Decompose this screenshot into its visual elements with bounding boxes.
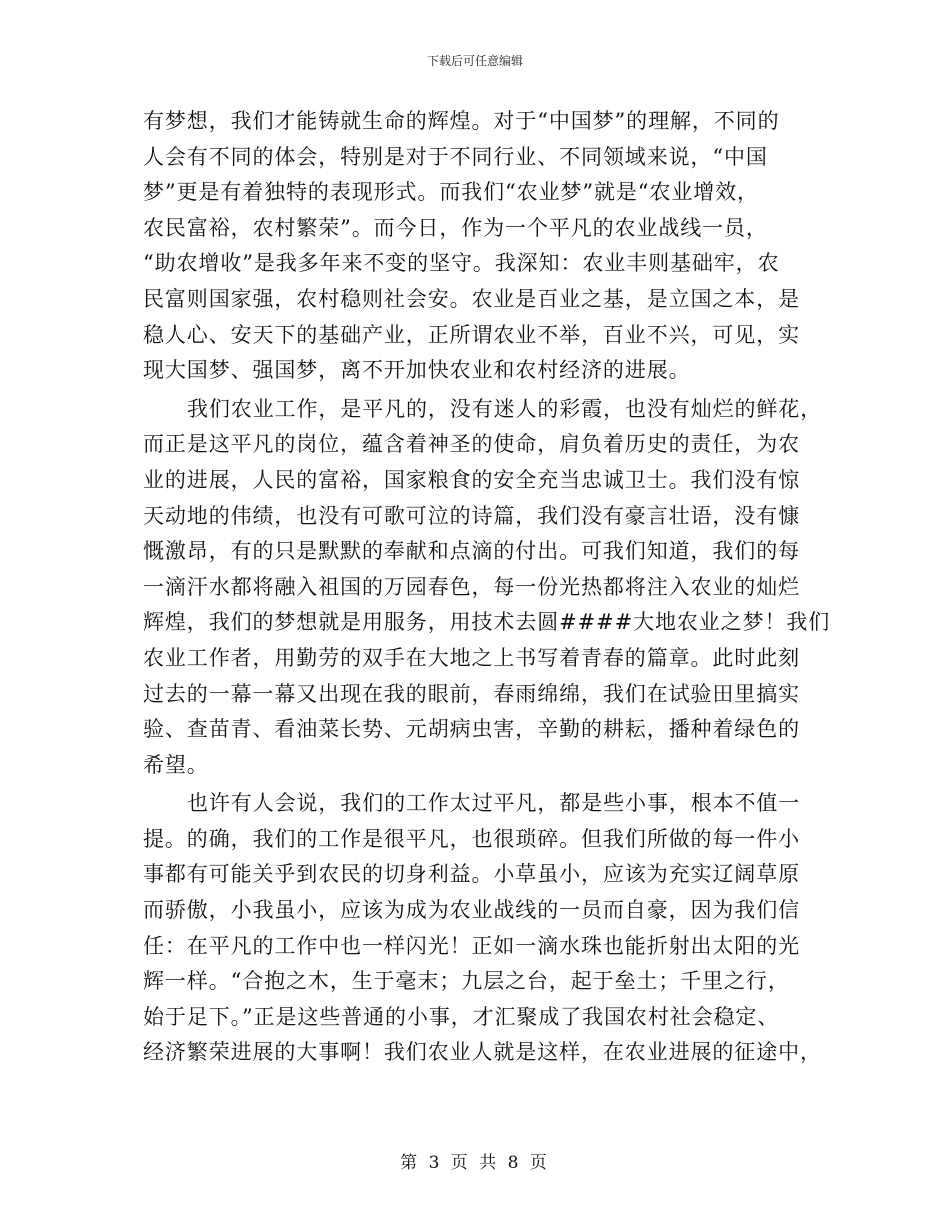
text-line: 始于足下。”正是这些普通的小事，才汇聚成了我国农村社会稳定、 (143, 1004, 780, 1029)
text-line: 稳人心、安天下的基础产业，正所谓农业不举，百业不兴，可见，实 (143, 322, 800, 347)
text-line: 辉一样。“合抱之木，生于毫末；九层之台，起于垒土；千里之行， (143, 969, 790, 994)
text-line: 一滴汗水都将融入祖国的万园春色，每一份光热都将注入农业的灿烂 (143, 574, 800, 599)
page-header: 下载后可任意编辑 (426, 54, 523, 68)
page-footer: 第 3 页 共 8 页 (400, 1153, 550, 1173)
paragraph (143, 104, 803, 389)
text-line: 希望。 (143, 752, 209, 777)
text-line: 事都有可能关乎到农民的切身利益。小草虽小，应该为充实辽阔草原 (143, 862, 800, 887)
text-line: 人会有不同的体会，特别是对于不同行业、不同领域来说，“中国 (143, 144, 768, 169)
text-line: 提。的确，我们的工作是很平凡，也很琐碎。但我们所做的每一件小 (143, 826, 800, 851)
text-line: 而正是这平凡的岗位，蕴含着神圣的使命，肩负着历史的责任，为农 (143, 432, 800, 457)
text-line: 辉煌，我们的梦想就是用服务，用技术去圆####大地农业之梦！我们 (143, 610, 831, 635)
text-line: 慨激昂，有的只是默默的奉献和点滴的付出。可我们知道，我们的每 (143, 539, 800, 564)
document-body (143, 104, 831, 1071)
text-line: 经济繁荣进展的大事啊！我们农业人就是这样，在农业进展的征途中， (143, 1040, 822, 1065)
text-line: 过去的一幕一幕又出现在我的眼前，春雨绵绵，我们在试验田里搞实 (143, 681, 800, 706)
text-line: 农民富裕，农村繁荣”。而今日，作为一个平凡的农业战线一员， (143, 215, 768, 240)
text-line: 任：在平凡的工作中也一样闪光！正如一滴水珠也能折射出太阳的光 (143, 933, 800, 958)
text-line: 梦”更是有着独特的表现形式。而我们“农业梦”就是“农业增效， (143, 180, 759, 205)
text-line: 现大国梦、强国梦，离不开加快农业和农村经济的进展。 (143, 358, 691, 383)
text-line: 而骄傲，小我虽小，应该为成为农业战线的一员而自豪，因为我们信 (143, 898, 800, 923)
text-line: 天动地的伟绩，也没有可歌可泣的诗篇，我们没有豪言壮语，没有慷 (143, 503, 800, 528)
text-line: 也许有人会说，我们的工作太过平凡，都是些小事，根本不值一 (187, 791, 801, 816)
text-line: 验、查苗青、看油菜长势、元胡病虫害，辛勤的耕耘，播种着绿色的 (143, 717, 800, 742)
paragraph (143, 392, 831, 784)
text-line: 民富则国家强，农村稳则社会安。农业是百业之基，是立国之本，是 (143, 286, 800, 311)
text-line: 我们农业工作，是平凡的，没有迷人的彩霞，也没有灿烂的鲜花， (187, 396, 823, 421)
text-line: 业的进展，人民的富裕，国家粮食的安全充当忠诚卫士。我们没有惊 (143, 467, 800, 492)
text-line: 有梦想，我们才能铸就生命的辉煌。对于“中国梦”的理解，不同的 (143, 109, 780, 133)
paragraph (143, 786, 822, 1071)
text-line: “助农增收”是我多年来不变的坚守。我深知：农业丰则基础牢，农 (143, 251, 780, 276)
text-line: 农业工作者，用勤劳的双手在大地之上书写着青春的篇章。此时此刻 (143, 645, 800, 670)
